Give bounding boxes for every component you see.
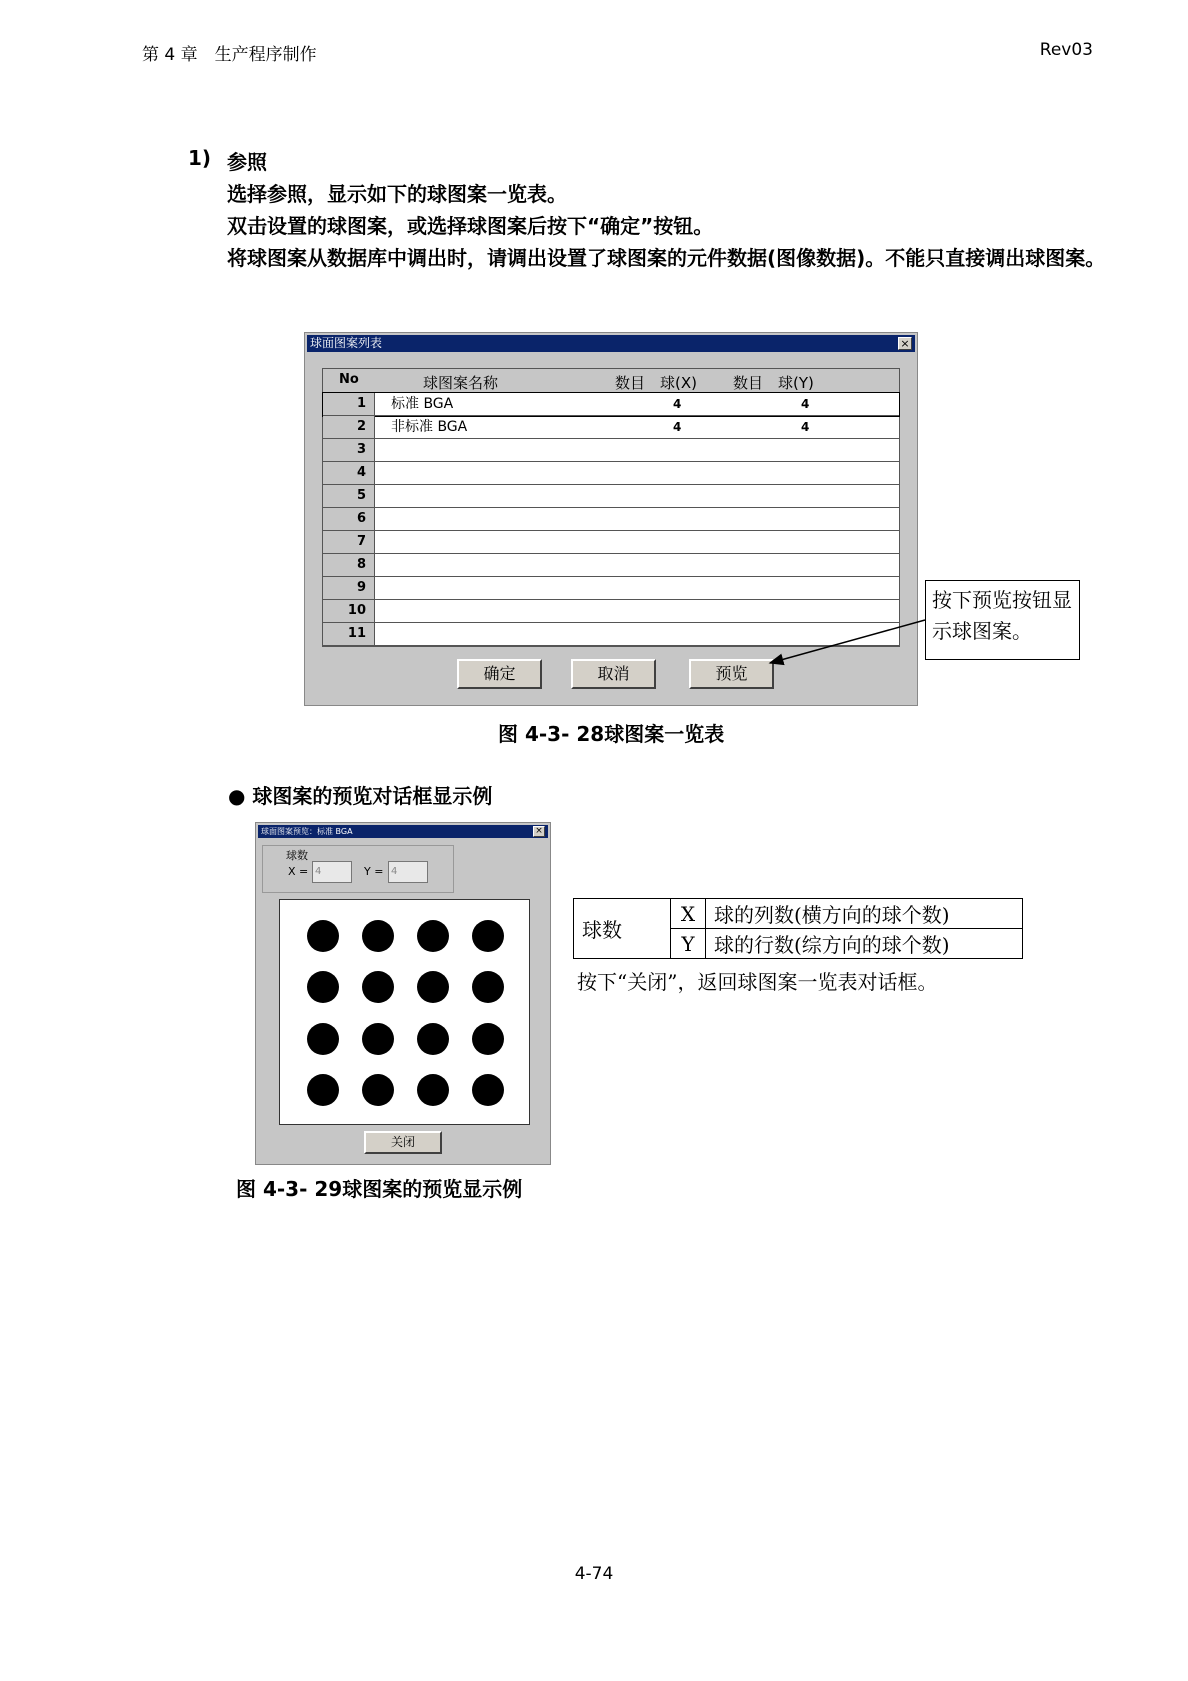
row-number: 8 (323, 554, 375, 576)
table-key-x: X (671, 899, 706, 929)
section-number: 1) (188, 146, 212, 170)
x-label: X = (288, 865, 309, 878)
figure-caption: 图 4-3- 29球图案的预览显示例 (236, 1177, 523, 1201)
row-name: 非标准 BGA (391, 419, 468, 435)
ball-dot (307, 1023, 339, 1055)
dialog-title: 球面图案列表 (310, 336, 383, 350)
row-number: 11 (323, 623, 375, 645)
ball-dot (307, 971, 339, 1003)
page-header-chapter: 第 4 章 生产程序制作 (142, 45, 317, 65)
bullet-heading: ● 球图案的预览对话框显示例 (228, 784, 493, 808)
ball-dot (362, 1023, 394, 1055)
ball-dot (472, 1074, 504, 1106)
header-count-x: 数目 球(X) (615, 374, 697, 392)
ball-dot (362, 920, 394, 952)
dialog-titlebar (258, 825, 548, 838)
row-number: 2 (323, 416, 375, 438)
close-icon[interactable]: × (533, 826, 545, 837)
ball-dot (472, 920, 504, 952)
ball-dot (472, 1023, 504, 1055)
ball-count-explanation-table (573, 898, 1023, 959)
preview-button[interactable]: 预览 (689, 659, 774, 689)
y-label: Y = (364, 865, 384, 878)
table-label: 球数 (574, 899, 671, 959)
y-count-field: 4 (388, 861, 428, 883)
row-count-y: 4 (801, 397, 810, 411)
row-number: 10 (323, 600, 375, 622)
paragraph-line: 双击设置的球图案，或选择球图案后按下“确定”按钮。 (227, 214, 714, 238)
header-count-y: 数目 球(Y) (733, 374, 814, 392)
page-number: 4-74 (574, 1564, 614, 1584)
group-label: 球数 (286, 849, 308, 862)
ball-dot (362, 1074, 394, 1106)
close-button[interactable]: 关闭 (364, 1131, 442, 1154)
ball-dot (417, 1023, 449, 1055)
paragraph-line: 将球图案从数据库中调出时，请调出设置了球图案的元件数据(图像数据)。不能只直接调出球图案。 (227, 246, 1106, 270)
section-title: 参照 (227, 150, 267, 174)
row-count-y: 4 (801, 420, 810, 434)
row-number: 9 (323, 577, 375, 599)
note-text: 按下“关闭”，返回球图案一览表对话框。 (577, 970, 938, 994)
ball-dot (417, 1074, 449, 1106)
table-desc-y: 球的行数(综方向的球个数) (706, 929, 1023, 959)
ball-dot (472, 971, 504, 1003)
ball-pattern-preview-dialog (255, 822, 551, 1165)
close-icon[interactable]: × (898, 337, 912, 350)
header-no: No (339, 372, 359, 387)
table-key-y: Y (671, 929, 706, 959)
paragraph-line: 选择参照，显示如下的球图案一览表。 (227, 182, 567, 206)
row-name: 标准 BGA (391, 396, 454, 412)
header-name: 球图案名称 (423, 374, 499, 392)
figure-caption: 图 4-3- 28球图案一览表 (498, 722, 725, 746)
row-number: 4 (323, 462, 375, 484)
x-count-field: 4 (312, 861, 352, 883)
ball-dot (417, 920, 449, 952)
row-number: 3 (323, 439, 375, 461)
ball-dot (417, 971, 449, 1003)
row-number: 6 (323, 508, 375, 530)
ball-dot (307, 1074, 339, 1106)
row-number: 7 (323, 531, 375, 553)
ball-dot (362, 971, 394, 1003)
callout-box: 按下预览按钮显示球图案。 (925, 580, 1080, 660)
dialog-title: 球面图案预览：标准 BGA (261, 827, 353, 836)
page-header-revision: Rev03 (1039, 40, 1093, 60)
row-count-x: 4 (673, 420, 682, 434)
cancel-button[interactable]: 取消 (571, 659, 656, 689)
row-count-x: 4 (673, 397, 682, 411)
row-number: 5 (323, 485, 375, 507)
ok-button[interactable]: 确定 (457, 659, 542, 689)
table-desc-x: 球的列数(横方向的球个数) (706, 899, 1023, 929)
ball-dot (307, 920, 339, 952)
row-number: 1 (323, 393, 375, 415)
ball-pattern-preview (279, 899, 530, 1125)
